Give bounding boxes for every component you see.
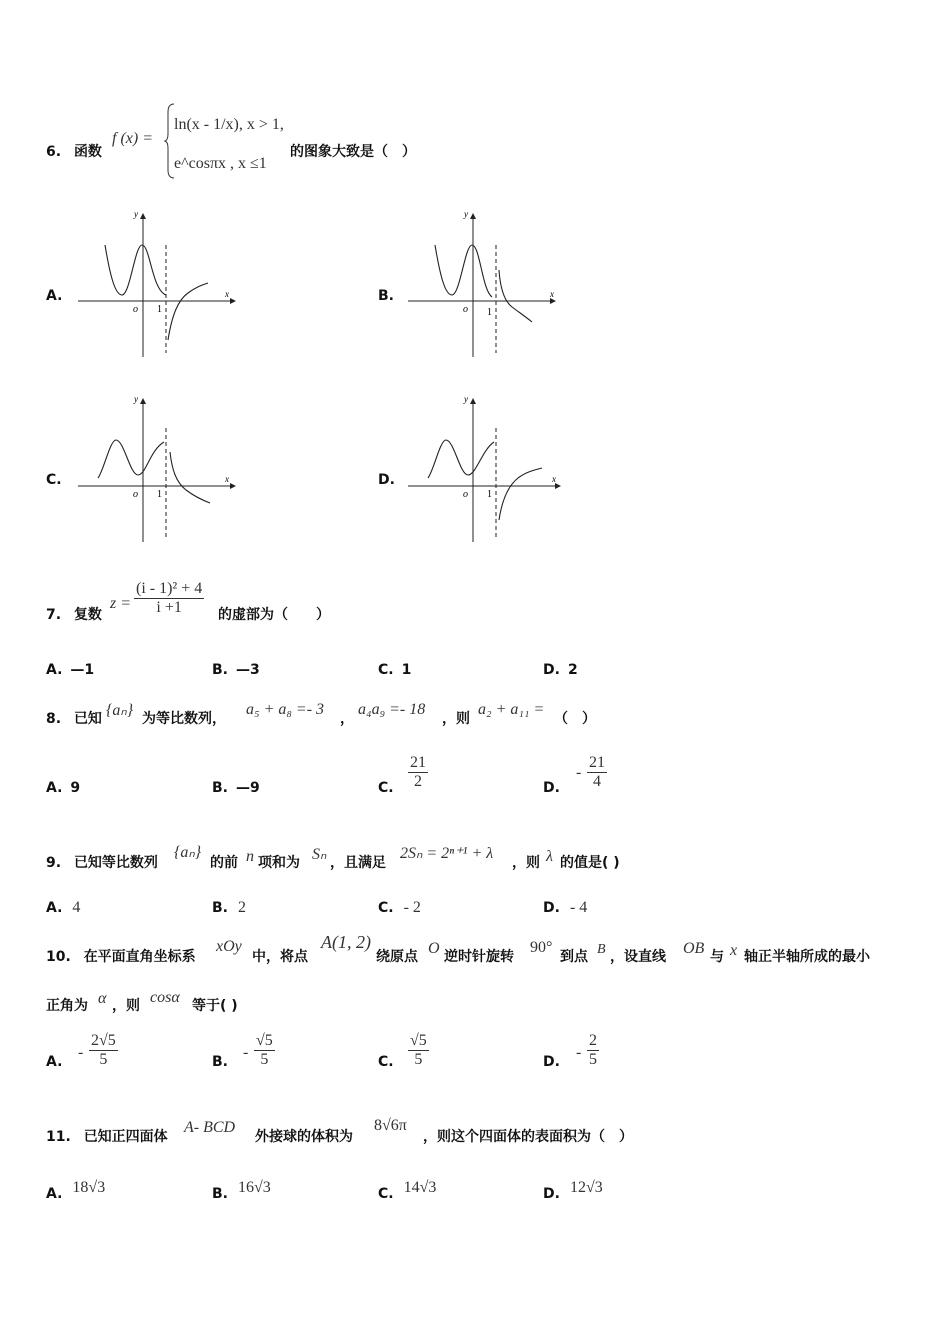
q9-line <box>46 852 158 872</box>
q9-Sn: Sₙ <box>312 846 327 863</box>
q7-line <box>46 604 102 624</box>
q8-d-sign: - <box>576 764 582 781</box>
q6-d-origin: o <box>463 489 468 500</box>
q8-cond2: a₄a₉ =- 18 <box>358 701 426 718</box>
q10-a-sign: - <box>78 1044 84 1061</box>
q10-option-c[interactable] <box>378 1054 394 1070</box>
q8-b-value: —9 <box>236 780 260 796</box>
q11-option-c[interactable] <box>378 1179 437 1203</box>
q10-d-num: 2 <box>589 1032 597 1049</box>
q6-a-one: 1 <box>157 304 162 315</box>
q6-c-origin: o <box>133 489 138 500</box>
q10-line2 <box>46 995 88 1015</box>
q11-vol: 8√6π <box>374 1117 407 1134</box>
q11-option-d[interactable] <box>543 1179 603 1203</box>
q8-ask: a₂ + a₁₁ = <box>478 701 545 718</box>
q6-case2: e^cosπx , x ≤1 <box>174 155 267 172</box>
q10-a-fraction <box>89 1032 118 1069</box>
q10-A: A(1, 2) <box>321 932 371 952</box>
q8-cond1: a₅ + a₈ =- 3 <box>246 701 325 718</box>
q9-t2: 项和为 <box>258 855 300 871</box>
q8-a-value: 9 <box>70 780 81 796</box>
q8-c-fraction <box>408 754 428 791</box>
q10-line <box>46 946 196 966</box>
q7-b-value: —3 <box>236 662 260 678</box>
q6-c-one: 1 <box>157 489 162 500</box>
q9-option-a[interactable] <box>46 899 80 917</box>
q8-lead: 已知 <box>73 711 102 727</box>
q11-abcd: A- BCD <box>184 1119 236 1136</box>
q6-a-axis-x: x <box>225 289 229 299</box>
q8-option-a[interactable] <box>46 780 80 796</box>
q8-d-label: D. <box>543 780 560 796</box>
q11-d-label: D. <box>543 1186 560 1202</box>
q10-t6: ，设直线 <box>610 949 666 965</box>
q10-line2b: ，则 <box>112 998 140 1014</box>
q10-option-b[interactable] <box>212 1054 228 1070</box>
q8-option-d[interactable] <box>543 780 560 796</box>
q6-tail: 的图象大致是（ ） <box>290 144 416 160</box>
q11-a-label: A. <box>46 1186 63 1202</box>
q11-a-value: 18√3 <box>72 1179 106 1196</box>
q10-option-d[interactable] <box>543 1054 560 1070</box>
q6-graph-b[interactable] <box>400 205 570 360</box>
q7-tail: 的虚部为（ ） <box>218 607 330 623</box>
q8-number: 8. <box>46 711 62 727</box>
q10-line2a: 正角为 <box>46 998 88 1014</box>
q8-tail: （ ） <box>554 711 596 727</box>
q11-b-value: 16√3 <box>238 1179 271 1196</box>
q6-b-one: 1 <box>487 307 492 318</box>
q8-c-den: 2 <box>414 773 422 790</box>
q7-option-a[interactable] <box>46 662 94 678</box>
q10-deg: 90° <box>530 939 553 956</box>
q8-line <box>46 708 102 728</box>
q9-number: 9. <box>46 855 62 871</box>
q9-eq: 2Sₙ = 2ⁿ⁺¹ + λ <box>400 845 494 862</box>
q8-a-label: A. <box>46 780 63 796</box>
q10-b-sign: - <box>243 1044 249 1061</box>
q7-c-label: C. <box>378 662 394 678</box>
q6-c-axis-x: x <box>225 474 229 484</box>
q6-d-axis-x: x <box>552 474 556 484</box>
q9-b-label: B. <box>212 900 228 916</box>
q9-lambda: λ <box>546 848 553 865</box>
q10-line2c: 等于( ) <box>192 998 238 1014</box>
q10-x: x <box>730 942 738 959</box>
q9-t4: ，则 <box>512 855 540 871</box>
q8-then: ，则 <box>442 711 470 727</box>
q10-t7: 与 <box>710 949 724 965</box>
q7-c-value: 1 <box>401 662 412 678</box>
q6-case1: ln(x - 1/x), x > 1, <box>174 116 284 133</box>
q8-c-label: C. <box>378 780 394 796</box>
q7-option-d[interactable] <box>543 662 578 678</box>
q10-cos: cosα <box>150 989 180 1006</box>
q10-O: O <box>428 940 440 957</box>
q9-t1: 的前 <box>210 855 238 871</box>
q9-c-label: C. <box>378 900 394 916</box>
q10-OB: OB <box>683 940 705 957</box>
q6-graph-a[interactable] <box>70 205 240 360</box>
q10-c-fraction <box>408 1032 429 1069</box>
q7-option-b[interactable] <box>212 662 260 678</box>
q10-number: 10. <box>46 949 71 965</box>
q10-t4: 逆时针旋转 <box>444 949 514 965</box>
q8-sep: ， <box>340 711 354 727</box>
q11-option-a[interactable] <box>46 1179 106 1203</box>
q6-b-axis-y: y <box>464 209 468 219</box>
q10-d-sign: - <box>576 1044 582 1061</box>
q10-b-den: 5 <box>260 1051 269 1068</box>
q7-denominator: i +1 <box>156 599 182 616</box>
q6-d-axis-y: y <box>464 394 468 404</box>
q10-t3: 绕原点 <box>376 949 418 965</box>
q9-t3: ，且满足 <box>330 855 386 871</box>
q9-n: n <box>246 848 254 865</box>
q7-z: z = <box>110 595 132 612</box>
q10-option-a[interactable] <box>46 1054 62 1070</box>
q9-d-label: D. <box>543 900 560 916</box>
q8-seq: {aₙ} <box>106 702 134 719</box>
q6-option-b-label[interactable]: B. <box>378 288 394 304</box>
q11-c-value: 14√3 <box>403 1179 437 1196</box>
q10-t5: 到点 <box>560 949 588 965</box>
q6-graph-c[interactable] <box>70 390 240 545</box>
q8-option-b[interactable] <box>212 780 260 796</box>
q6-a-axis-y: y <box>134 209 138 219</box>
q10-t8: 轴正半轴所成的最小 <box>744 949 870 965</box>
q6-option-a-label[interactable]: A. <box>46 288 63 304</box>
q6-lead: 函数 <box>73 144 102 160</box>
q7-fraction <box>134 580 204 617</box>
q6-b-axis-x: x <box>550 289 554 299</box>
q10-a-num: 2√5 <box>91 1032 116 1049</box>
q11-t3: ，则这个四面体的表面积为（ ） <box>423 1129 633 1145</box>
q10-a-den: 5 <box>99 1051 108 1068</box>
q10-t1: 在平面直角坐标系 <box>83 949 196 965</box>
q10-d-den: 5 <box>589 1051 597 1068</box>
q9-t5: 的值是( ) <box>560 855 620 871</box>
q10-d-label: D. <box>543 1054 560 1070</box>
q8-d-num: 21 <box>589 754 605 771</box>
q7-lead: 复数 <box>73 607 102 623</box>
q8-c-num: 21 <box>410 754 426 771</box>
q6-a-origin: o <box>133 304 138 315</box>
q7-a-value: —1 <box>70 662 95 678</box>
q9-a-value: 4 <box>72 899 81 916</box>
q10-d-fraction <box>587 1032 599 1069</box>
q10-B: B <box>597 942 606 957</box>
q9-c-value: - 2 <box>403 899 421 916</box>
q9-option-c[interactable] <box>378 899 421 917</box>
q10-t2: 中，将点 <box>252 949 308 965</box>
q6-option-d-label[interactable]: D. <box>378 472 395 488</box>
q10-b-num: √5 <box>256 1032 273 1049</box>
q8-b-label: B. <box>212 780 228 796</box>
q7-numerator: (i - 1)² + 4 <box>136 580 203 597</box>
q10-a-label: A. <box>46 1054 63 1070</box>
q10-alpha: α <box>98 990 107 1007</box>
q6-line <box>46 141 102 161</box>
q11-line <box>46 1126 168 1146</box>
q8-d-fraction <box>587 754 607 791</box>
q9-option-b[interactable] <box>212 899 246 917</box>
q8-mid: 为等比数列， <box>142 711 226 727</box>
q6-b-origin: o <box>463 304 468 315</box>
q9-option-d[interactable] <box>543 899 587 917</box>
q7-d-label: D. <box>543 662 560 678</box>
q10-xoy: xOy <box>216 938 242 955</box>
q11-option-b[interactable] <box>212 1179 271 1203</box>
q9-seq: {aₙ} <box>174 844 202 861</box>
q7-a-label: A. <box>46 662 63 678</box>
q11-t1: 已知正四面体 <box>83 1129 168 1145</box>
q6-option-c-label[interactable]: C. <box>46 472 62 488</box>
q7-option-c[interactable] <box>378 662 411 678</box>
q10-c-num: √5 <box>410 1032 427 1049</box>
q7-d-value: 2 <box>567 662 578 678</box>
q8-option-c[interactable] <box>378 780 394 796</box>
q11-d-value: 12√3 <box>569 1179 603 1196</box>
q6-number: 6. <box>46 144 62 160</box>
q6-graph-d[interactable] <box>400 390 570 545</box>
q6-func: f (x) = <box>112 130 153 147</box>
q11-c-label: C. <box>378 1186 394 1202</box>
q11-number: 11. <box>46 1129 71 1145</box>
q10-b-label: B. <box>212 1054 228 1070</box>
q9-a-label: A. <box>46 900 63 916</box>
q11-b-label: B. <box>212 1186 228 1202</box>
q7-b-label: B. <box>212 662 228 678</box>
q8-d-den: 4 <box>593 773 601 790</box>
q7-number: 7. <box>46 607 62 623</box>
q11-t2: 外接球的体积为 <box>255 1129 353 1145</box>
q9-d-value: - 4 <box>569 899 588 916</box>
q9-b-value: 2 <box>238 899 246 916</box>
q6-d-one: 1 <box>487 489 492 500</box>
q6-c-axis-y: y <box>134 394 138 404</box>
q10-c-den: 5 <box>414 1051 423 1068</box>
q9-lead: 已知等比数列 <box>73 855 158 871</box>
q10-b-fraction <box>254 1032 275 1069</box>
q10-c-label: C. <box>378 1054 394 1070</box>
